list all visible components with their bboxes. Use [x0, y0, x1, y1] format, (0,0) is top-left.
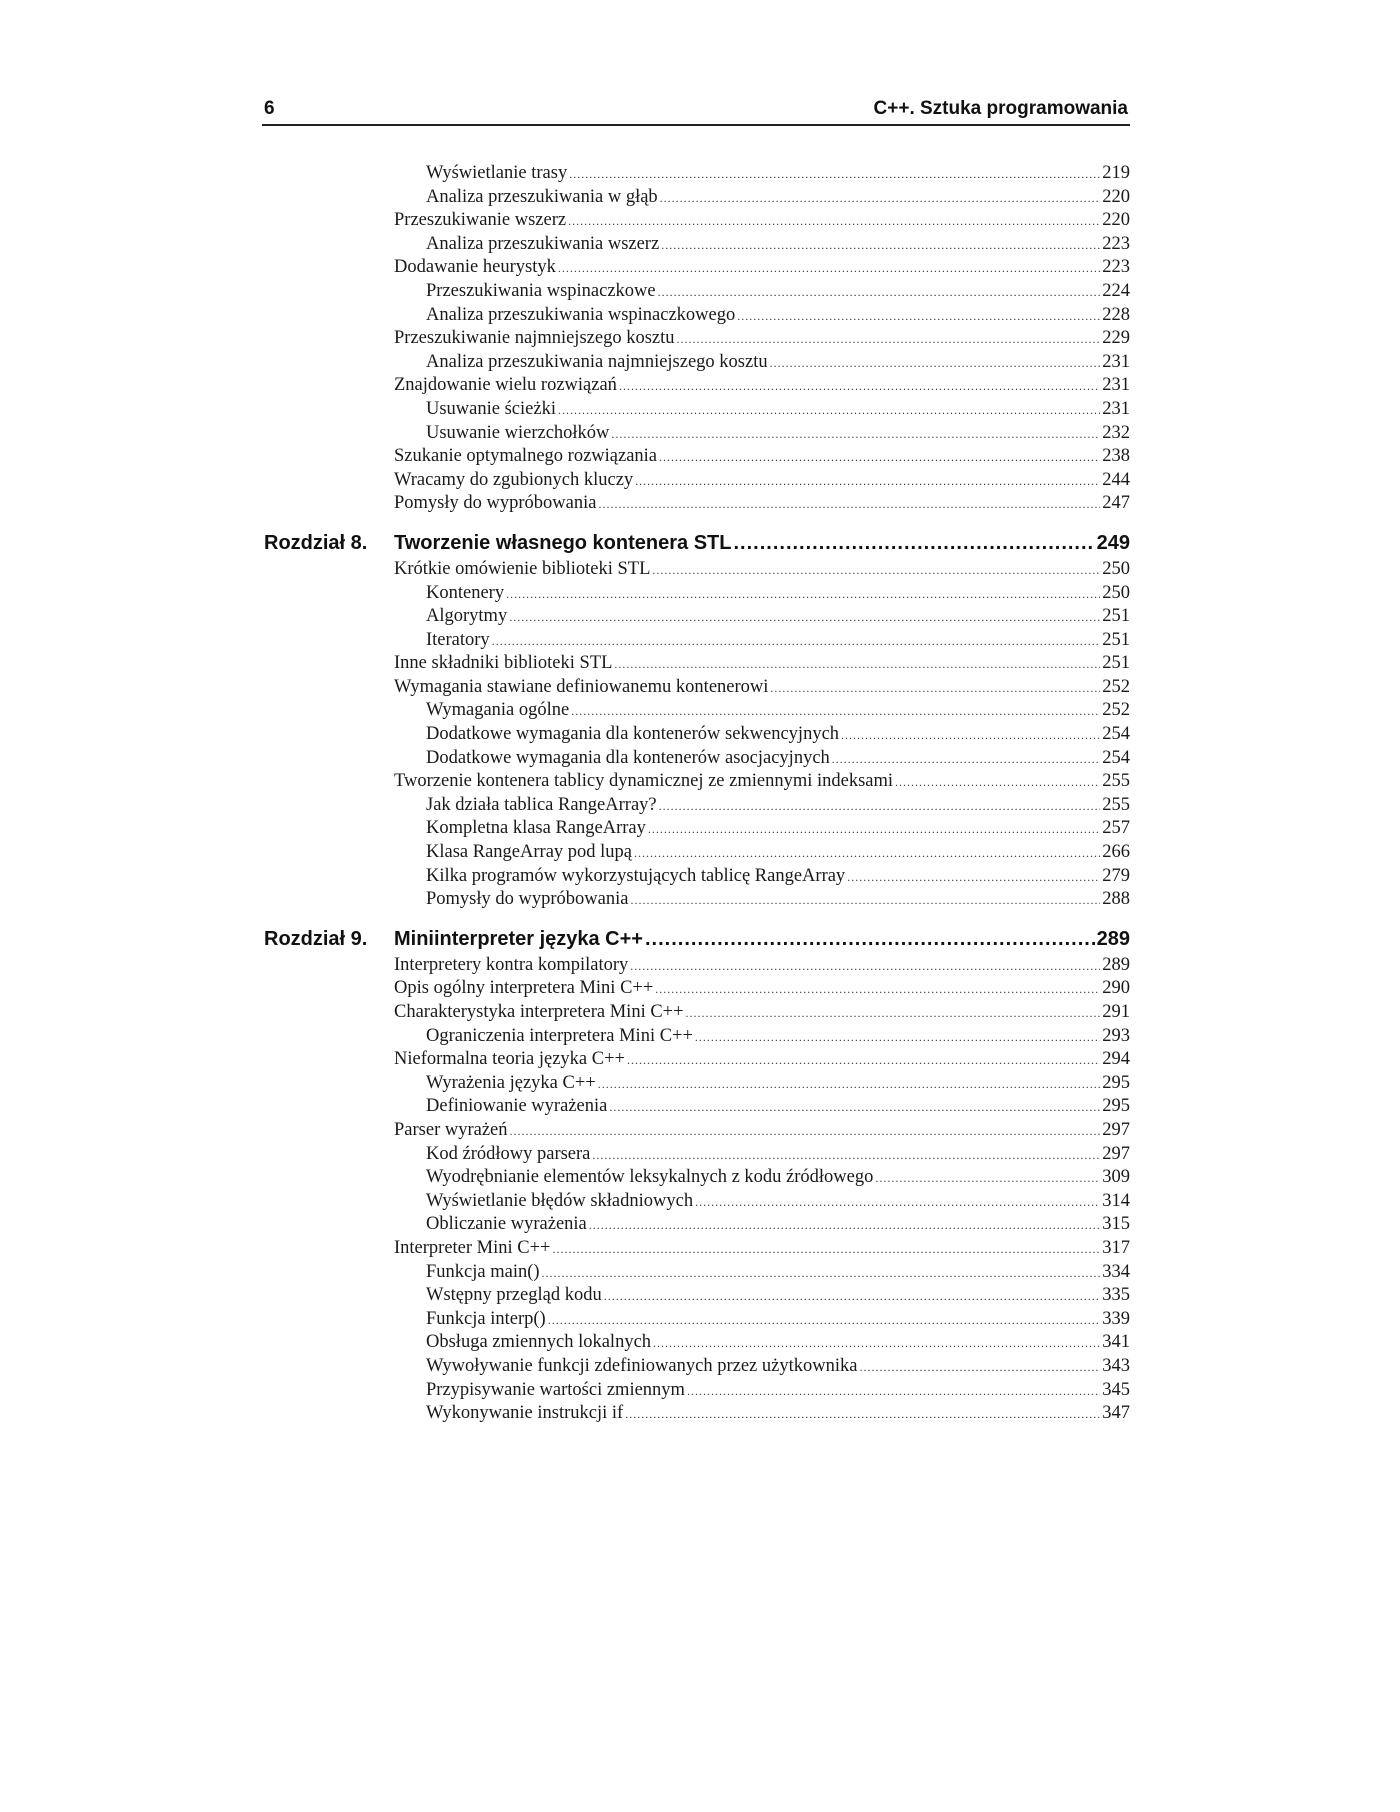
- toc-entry: [426, 1355, 1130, 1379]
- leader-dots: [598, 1073, 1101, 1097]
- entry-title: Wstępny przegląd kodu: [426, 1285, 602, 1306]
- entry-page: 315: [1102, 1214, 1130, 1235]
- toc-entry: [394, 1048, 1130, 1072]
- chapter-label: Rozdział 8.: [264, 531, 368, 554]
- chapter-heading: [262, 924, 1130, 954]
- toc-entry: [394, 558, 1130, 582]
- entry-title: Przeszukiwania wspinaczkowe: [426, 280, 656, 301]
- entry-title: Obsługa zmiennych lokalnych: [426, 1332, 652, 1353]
- entry-page: 232: [1102, 422, 1130, 443]
- toc-entry: [426, 1190, 1130, 1214]
- entry-page: 254: [1102, 724, 1130, 745]
- entry-page: 345: [1102, 1379, 1130, 1400]
- entry-title: Klasa RangeArray pod lupą: [426, 842, 633, 863]
- entry-page: 231: [1102, 398, 1130, 419]
- leader-dots: [625, 1403, 1100, 1427]
- toc-entry: [426, 1331, 1130, 1355]
- entry-title: Krótkie omówienie biblioteki STL: [394, 558, 651, 579]
- entry-title: Kod źródłowy parsera: [426, 1143, 591, 1164]
- toc-entry: [426, 1143, 1130, 1167]
- entry-title: Jak działa tablica RangeArray?: [426, 794, 657, 815]
- toc-entry: [426, 888, 1130, 912]
- entry-page: 291: [1102, 1002, 1130, 1022]
- entry-title: Dodatkowe wymagania dla kontenerów asocjacyjnych: [426, 747, 830, 768]
- toc-entry: [426, 817, 1130, 841]
- leader-dots: [609, 1096, 1100, 1120]
- leader-dots: [875, 1167, 1100, 1191]
- entry-page: 347: [1102, 1403, 1130, 1424]
- leader-dots: [558, 257, 1100, 281]
- toc-entry: [426, 582, 1130, 606]
- entry-title: Wyświetlanie błędów składniowych: [426, 1190, 694, 1211]
- leader-dots: [509, 606, 1100, 630]
- leader-dots: [841, 724, 1100, 748]
- toc-entry: [426, 1308, 1130, 1332]
- toc-chapter-8: [262, 528, 1130, 912]
- entry-title: Funkcja interp(): [426, 1308, 546, 1329]
- running-header: [262, 94, 1130, 126]
- toc-entry: [426, 605, 1130, 629]
- entry-page: 251: [1102, 606, 1130, 627]
- leader-dots: [653, 1332, 1100, 1356]
- toc-entry: [426, 1213, 1130, 1237]
- toc-entry: [426, 186, 1130, 210]
- toc-entry: [394, 1119, 1130, 1143]
- entry-page: 255: [1102, 794, 1130, 815]
- entry-title: Kompletna klasa RangeArray: [426, 818, 646, 839]
- leader-dots: [859, 1356, 1100, 1380]
- entry-page: 223: [1102, 233, 1130, 254]
- entry-page: 295: [1102, 1072, 1130, 1093]
- entry-page: 279: [1102, 865, 1130, 886]
- entry-title: Usuwanie ścieżki: [426, 398, 556, 419]
- leader-dots: [548, 1309, 1101, 1333]
- leader-dots: [635, 470, 1100, 494]
- toc-entry: [426, 280, 1130, 304]
- toc-entry: [426, 747, 1130, 771]
- entry-page: 334: [1102, 1261, 1130, 1282]
- entry-page: 293: [1102, 1025, 1130, 1046]
- entry-page: 219: [1102, 163, 1130, 183]
- entry-page: 297: [1102, 1119, 1130, 1140]
- leader-dots: [661, 234, 1100, 258]
- leader-dots: [652, 559, 1100, 583]
- entry-title: Ograniczenia interpretera Mini C++: [426, 1025, 693, 1046]
- toc-entry: [426, 1166, 1130, 1190]
- leader-dots: [604, 1285, 1101, 1309]
- leader-dots: [737, 305, 1100, 329]
- leader-dots: [770, 677, 1100, 701]
- entry-title: Znajdowanie wielu rozwiązań: [394, 375, 617, 396]
- entry-title: Przypisywanie wartości zmiennym: [426, 1379, 685, 1400]
- leader-dots: [558, 399, 1100, 423]
- entry-page: 251: [1102, 653, 1130, 674]
- entry-page: 266: [1102, 842, 1130, 863]
- leader-dots: [614, 653, 1100, 677]
- chapter-label: Rozdział 9.: [264, 927, 368, 950]
- entry-page: 250: [1102, 582, 1130, 603]
- leader-dots: [492, 630, 1101, 654]
- leader-dots: [619, 375, 1100, 399]
- entry-title: Funkcja main(): [426, 1261, 540, 1282]
- table-of-contents: [262, 162, 1130, 1426]
- entry-title: Kilka programów wykorzystujących tablicę RangeArray: [426, 865, 846, 886]
- leader-dots: [687, 1380, 1100, 1404]
- leader-dots: [695, 1026, 1100, 1050]
- entry-title: Wyświetlanie trasy: [426, 163, 568, 183]
- entry-title: Pomysły do wypróbowania: [394, 493, 597, 514]
- toc-entry: [394, 770, 1130, 794]
- entry-title: Interpretery kontra kompilatory: [394, 954, 629, 975]
- entry-page: 251: [1102, 629, 1130, 650]
- entry-title: Parser wyrażeń: [394, 1119, 508, 1140]
- book-title: C++. Sztuka programowania: [873, 98, 1128, 119]
- entry-page: 288: [1102, 889, 1130, 910]
- leader-dots: [627, 1049, 1100, 1073]
- chapter-title: Miniinterpreter języka C++: [394, 927, 643, 950]
- entry-page: 294: [1102, 1049, 1130, 1070]
- toc-entry: [426, 1261, 1130, 1285]
- toc-entry: [394, 1001, 1130, 1025]
- leader-dots: [571, 700, 1100, 724]
- leader-dots: [630, 955, 1100, 979]
- leader-dots: [568, 210, 1100, 234]
- entry-page: 223: [1102, 257, 1130, 278]
- toc-entry: [394, 327, 1130, 351]
- entry-page: 231: [1102, 351, 1130, 372]
- toc-entry: [394, 445, 1130, 469]
- entry-page: 238: [1102, 446, 1130, 467]
- leader-dots: [506, 583, 1100, 607]
- toc-entry: [426, 1095, 1130, 1119]
- entry-page: 247: [1102, 493, 1130, 514]
- toc-entry: [394, 209, 1130, 233]
- entry-title: Obliczanie wyrażenia: [426, 1214, 587, 1235]
- leader-dots: [733, 528, 1094, 558]
- page-number: 6: [264, 98, 275, 119]
- leader-dots: [598, 493, 1100, 517]
- entry-page: 289: [1102, 954, 1130, 975]
- toc-entry: [394, 954, 1130, 978]
- toc-entry: [394, 256, 1130, 280]
- leader-dots: [658, 281, 1101, 305]
- entry-title: Algorytmy: [426, 606, 508, 627]
- leader-dots: [832, 748, 1100, 772]
- toc-entry: [426, 351, 1130, 375]
- entry-title: Wymagania stawiane definiowanemu kontenerowi: [394, 676, 769, 697]
- entry-title: Tworzenie kontenera tablicy dynamicznej ze zmiennymi indeksami: [394, 771, 894, 792]
- chapter-title: Tworzenie własnego kontenera STL: [394, 531, 732, 554]
- leader-dots: [660, 187, 1101, 211]
- leader-dots: [589, 1214, 1100, 1238]
- entry-title: Iteratory: [426, 629, 490, 650]
- entry-page: 220: [1102, 186, 1130, 207]
- toc-entry: [426, 422, 1130, 446]
- toc-entry: [426, 699, 1130, 723]
- leader-dots: [659, 795, 1101, 819]
- entry-title: Definiowanie wyrażenia: [426, 1096, 608, 1117]
- toc-entry: [426, 1072, 1130, 1096]
- leader-dots: [510, 1120, 1101, 1144]
- entry-title: Usuwanie wierzchołków: [426, 422, 610, 443]
- toc-entry: [426, 304, 1130, 328]
- toc-section-continued: [262, 162, 1130, 516]
- chapter-page: 289: [1096, 927, 1130, 950]
- toc-entry: [426, 629, 1130, 653]
- entry-title: Analiza przeszukiwania wszerz: [426, 233, 660, 254]
- leader-dots: [677, 328, 1101, 352]
- toc-entry: [394, 1237, 1130, 1261]
- entry-page: 341: [1102, 1332, 1130, 1353]
- entry-title: Pomysły do wypróbowania: [426, 889, 629, 910]
- toc-entry: [426, 723, 1130, 747]
- leader-dots: [553, 1238, 1101, 1262]
- entry-page: 231: [1102, 375, 1130, 396]
- toc-chapter-9: [262, 924, 1130, 1426]
- entry-title: Przeszukiwanie najmniejszego kosztu: [394, 328, 675, 349]
- leader-dots: [847, 866, 1100, 890]
- toc-entry: [426, 398, 1130, 422]
- entry-page: 314: [1102, 1190, 1130, 1211]
- entry-title: Kontenery: [426, 582, 505, 603]
- entry-title: Szukanie optymalnego rozwiązania: [394, 446, 658, 467]
- toc-entry: [426, 841, 1130, 865]
- entry-title: Dodatkowe wymagania dla kontenerów sekwencyjnych: [426, 724, 840, 745]
- entry-page: 254: [1102, 747, 1130, 768]
- toc-entry: [394, 676, 1130, 700]
- entry-title: Analiza przeszukiwania najmniejszego kosztu: [426, 351, 768, 372]
- entry-page: 252: [1102, 676, 1130, 697]
- entry-title: Wracamy do zgubionych kluczy: [394, 469, 634, 490]
- entry-title: Charakterystyka interpretera Mini C++: [394, 1002, 684, 1022]
- entry-page: 339: [1102, 1308, 1130, 1329]
- toc-entry: [394, 469, 1130, 493]
- entry-title: Analiza przeszukiwania wspinaczkowego: [426, 304, 736, 325]
- leader-dots: [630, 889, 1100, 913]
- entry-page: 228: [1102, 304, 1130, 325]
- entry-page: 343: [1102, 1355, 1130, 1376]
- leader-dots: [659, 446, 1100, 470]
- entry-page: 297: [1102, 1143, 1130, 1164]
- leader-dots: [686, 1002, 1101, 1026]
- entry-title: Opis ogólny interpretera Mini C++: [394, 978, 654, 999]
- leader-dots: [895, 771, 1100, 795]
- entry-title: Wymagania ogólne: [426, 700, 570, 721]
- chapter-entries: [262, 954, 1130, 1426]
- leader-dots: [542, 1262, 1101, 1286]
- toc-entry: [426, 1402, 1130, 1426]
- leader-dots: [770, 352, 1101, 376]
- toc-entry: [426, 162, 1130, 186]
- entry-page: 335: [1102, 1285, 1130, 1306]
- entry-title: Wykonywanie instrukcji if: [426, 1403, 624, 1424]
- toc-entry: [394, 977, 1130, 1001]
- leader-dots: [569, 163, 1100, 187]
- toc-entry: [426, 1379, 1130, 1403]
- entry-title: Przeszukiwanie wszerz: [394, 210, 567, 231]
- entry-page: 244: [1102, 469, 1130, 490]
- entry-page: 255: [1102, 771, 1130, 792]
- entry-title: Wywoływanie funkcji zdefiniowanych przez użytkownika: [426, 1355, 858, 1376]
- entry-title: Wyodrębnianie elementów leksykalnych z kodu źródłowego: [426, 1167, 874, 1188]
- chapter-entries: [262, 558, 1130, 912]
- toc-entry: [394, 492, 1130, 516]
- leader-dots: [634, 842, 1100, 866]
- entry-page: 224: [1102, 280, 1130, 301]
- entry-page: 257: [1102, 818, 1130, 839]
- entry-title: Dodawanie heurystyk: [394, 257, 556, 278]
- entry-page: 290: [1102, 978, 1130, 999]
- leader-dots: [592, 1144, 1100, 1168]
- entry-title: Wyrażenia języka C++: [426, 1072, 596, 1093]
- chapter-heading: [262, 528, 1130, 558]
- toc-entry: [426, 794, 1130, 818]
- entry-page: 295: [1102, 1096, 1130, 1117]
- entry-page: 252: [1102, 700, 1130, 721]
- leader-dots: [655, 978, 1100, 1002]
- toc-entry: [394, 652, 1130, 676]
- toc-entry: [426, 233, 1130, 257]
- chapter-page: 249: [1096, 531, 1130, 554]
- entry-title: Analiza przeszukiwania w głąb: [426, 186, 658, 207]
- leader-dots: [611, 423, 1100, 447]
- entry-page: 317: [1102, 1237, 1130, 1258]
- leader-dots: [648, 818, 1100, 842]
- entry-title: Inne składniki biblioteki STL: [394, 653, 613, 674]
- entry-page: 220: [1102, 210, 1130, 231]
- entry-page: 309: [1102, 1167, 1130, 1188]
- toc-entry: [426, 1284, 1130, 1308]
- entry-title: Interpreter Mini C++: [394, 1237, 551, 1258]
- leader-dots: [645, 924, 1095, 954]
- leader-dots: [695, 1191, 1100, 1215]
- toc-entry: [426, 1025, 1130, 1049]
- entry-page: 229: [1102, 328, 1130, 349]
- entry-page: 250: [1102, 558, 1130, 579]
- toc-entry: [394, 374, 1130, 398]
- entry-title: Nieformalna teoria języka C++: [394, 1049, 625, 1070]
- toc-entry: [426, 865, 1130, 889]
